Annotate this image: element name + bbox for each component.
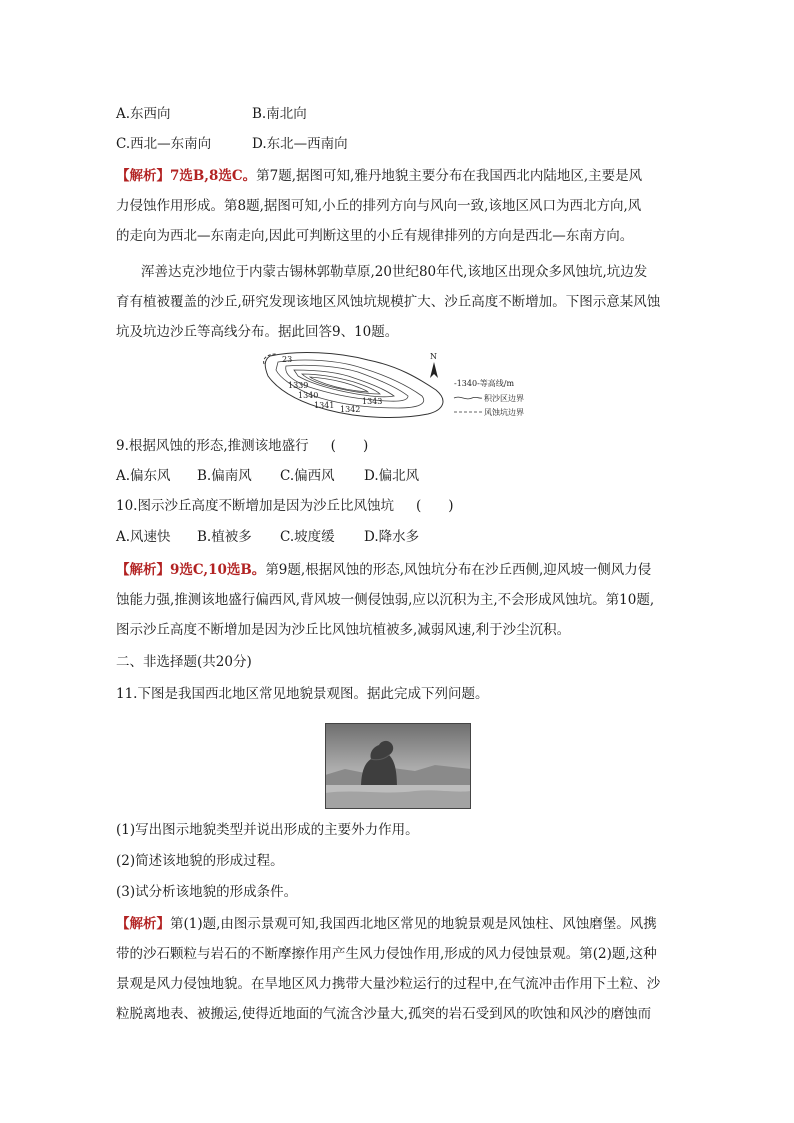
passage-line-3: 坑及坑边沙丘等高线分布。据此回答9、10题。 [116,324,399,340]
answer-key: 7选B,8选C。 [170,168,257,184]
q11-part-2: (2)简述该地貌的形成过程。 [116,853,284,869]
answer-7-8-line-2: 力侵蚀作用形成。第8题,据图可知,小丘的排列方向与风向一致,该地区风口为西北方向,风 [116,198,642,214]
answer-11-line-1 [116,914,657,934]
contour-label: 1342 [340,405,361,414]
q10-stem [116,496,454,516]
north-arrow-icon [430,362,438,378]
q10-option-a: A.风速快 [116,529,171,545]
legend-sand: 积沙区边界 [484,394,524,403]
q10-stem-text: 10.图示沙丘高度不断增加是因为沙丘比风蚀坑 [116,498,394,514]
answer-11-line-2: 带的沙石颗粒与岩石的不断摩擦作用产生风力侵蚀作用,形成的风力侵蚀景观。第(2)题,这种 [116,946,657,962]
legend-sand-line [454,397,482,399]
contour-label: 1340 [298,391,319,400]
answer-text: 第9题,根据风蚀的形态,风蚀坑分布在沙丘西侧,迎风坡一侧风力侵 [265,562,652,578]
q9-stem [116,436,368,456]
q10-option-b: B.植被多 [197,529,252,545]
answer-text: 第7题,据图可知,雅丹地貌主要分布在我国西北内陆地区,主要是风 [256,168,643,184]
legend-pit: 风蚀坑边界 [484,408,524,417]
q10-option-d: D.降水多 [364,529,420,545]
q11-stem: 11.下图是我国西北地区常见地貌景观图。据此完成下列问题。 [116,686,489,702]
answer-9-10-line-3: 图示沙丘高度不断增加是因为沙丘比风蚀坑植被多,减弱风速,利于沙尘沉积。 [116,622,571,638]
q9-blank: ( ) [330,438,369,454]
q10-blank: ( ) [415,498,454,514]
q8-option-a: A.东西向 [116,106,171,122]
contour-label: 1341 [314,401,335,410]
answer-11-line-3: 景观是风力侵蚀地貌。在旱地区风力携带大量沙粒运行的过程中,在气流冲击作用下土粒、沙 [116,976,661,992]
q11-part-1: (1)写出图示地貌类型并说出形成的主要外力作用。 [116,822,419,838]
passage-line-2: 育有植被覆盖的沙丘,研究发现该地区风蚀坑规模扩大、沙丘高度不断增加。下图示意某风蚀 [116,294,661,310]
q8-option-c: C.西北—东南向 [116,136,212,152]
answer-11-line-4: 粒脱离地表、被搬运,使得近地面的气流含沙量大,孤突的岩石受到风的吹蚀和风沙的磨蚀而 [116,1006,652,1022]
answer-tag: 【解析】 [116,562,170,578]
answer-tag: 【解析】 [116,168,170,184]
answer-7-8-line-1 [116,166,642,186]
north-label: N [430,352,437,361]
q10-option-c: C.坡度缓 [280,529,335,545]
section-heading: 二、非选择题(共20分) [116,654,252,670]
contour-label: 1339 [288,381,309,390]
passage-line-1: 浑善达克沙地位于内蒙古锡林郭勒草原,20世纪80年代,该地区出现众多风蚀坑,坑边发 [141,264,648,280]
answer-tag: 【解析】 [116,916,170,932]
answer-key: 9选C,10选B。 [170,562,266,578]
answer-9-10-line-1 [116,560,651,580]
answer-9-10-line-2: 蚀能力强,推测该地盛行偏西风,背风坡一侧侵蚀弱,应以沉积为主,不会形成风蚀坑。第10题, [116,592,655,608]
answer-7-8-line-3: 的走向为西北—东南走向,因此可判断这里的小丘有规律排列的方向是西北—东南方向。 [116,228,634,244]
answer-text: 第(1)题,由图示景观可知,我国西北地区常见的地貌景观是风蚀柱、风蚀磨堡。风携 [170,916,657,932]
q9-stem-text: 9.根据风蚀的形态,推测该地盛行 [116,438,309,454]
q9-option-c: C.偏西风 [280,468,335,484]
q11-part-3: (3)试分析该地貌的形成条件。 [116,884,298,900]
contour-label: 1343 [362,397,383,406]
q8-option-b: B.南北向 [252,106,307,122]
contour-label: 23 [282,355,293,364]
yardang-landscape-photo [325,723,471,809]
legend-contour: -1340-等高线/m [454,379,515,388]
q8-option-d: D.东北—西南向 [252,136,348,152]
q9-option-a: A.偏东风 [116,468,171,484]
q9-option-d: D.偏北风 [364,468,420,484]
q9-option-b: B.偏南风 [197,468,252,484]
contour-map-figure [258,350,540,422]
